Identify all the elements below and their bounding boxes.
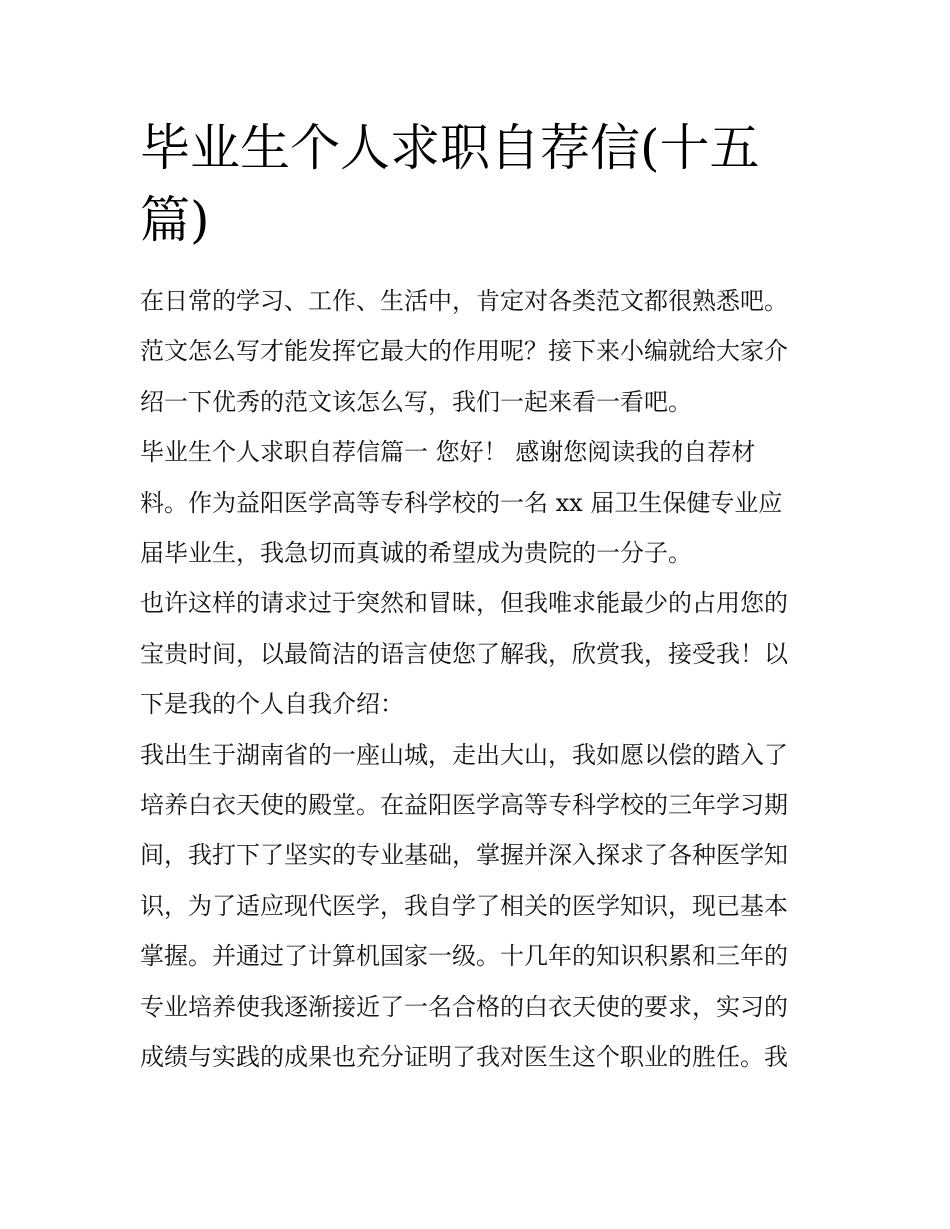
title-line: 篇) <box>140 191 210 249</box>
paragraph-line: 成绩与实践的成果也充分证明了我对医生这个职业的胜任。我 <box>140 1043 788 1072</box>
paragraph-line: 间，我打下了坚实的专业基础，掌握并深入探求了各种医学知 <box>140 841 788 870</box>
paragraph-line: 绍一下优秀的范文该怎么写，我们一起来看一看吧。 <box>140 387 692 416</box>
paragraph-line: 我出生于湖南省的一座山城，走出大山，我如愿以偿的踏入了 <box>140 740 788 769</box>
paragraph-line: 宝贵时间，以最简洁的语言使您了解我，欣赏我，接受我！以 <box>140 639 788 668</box>
title-line: 毕业生个人求职自荐信(十五 <box>140 119 760 177</box>
paragraph-line: 毕业生个人求职自荐信篇一 您好！ 感谢您阅读我的自荐材 <box>140 438 756 467</box>
document-title <box>140 112 820 256</box>
paragraph-line: 识，为了适应现代医学，我自学了相关的医学知识，现已基本 <box>140 891 788 920</box>
document-body <box>140 276 820 1083</box>
paragraph-line: 也许这样的请求过于突然和冒昧，但我唯求能最少的占用您的 <box>140 589 788 618</box>
paragraph-line: 在日常的学习、工作、生活中，肯定对各类范文都很熟悉吧。 <box>140 287 788 315</box>
paragraph-line: 培养白衣天使的殿堂。在益阳医学高等专科学校的三年学习期 <box>140 791 788 820</box>
paragraph-line: 届毕业生，我急切而真诚的希望成为贵院的一分子。 <box>140 539 692 568</box>
paragraph-line: 下是我的个人自我介绍： <box>140 690 404 719</box>
paragraph-line: 范文怎么写才能发挥它最大的作用呢？接下来小编就给大家介 <box>140 337 788 366</box>
paragraph-line: 专业培养使我逐渐接近了一名合格的白衣天使的要求，实习的 <box>140 992 788 1021</box>
paragraph-line: 料。作为益阳医学高等专科学校的一名 xx 届卫生保健专业应 <box>140 488 783 517</box>
paragraph-line: 掌握。并通过了计算机国家一级。十几年的知识积累和三年的 <box>140 942 788 971</box>
